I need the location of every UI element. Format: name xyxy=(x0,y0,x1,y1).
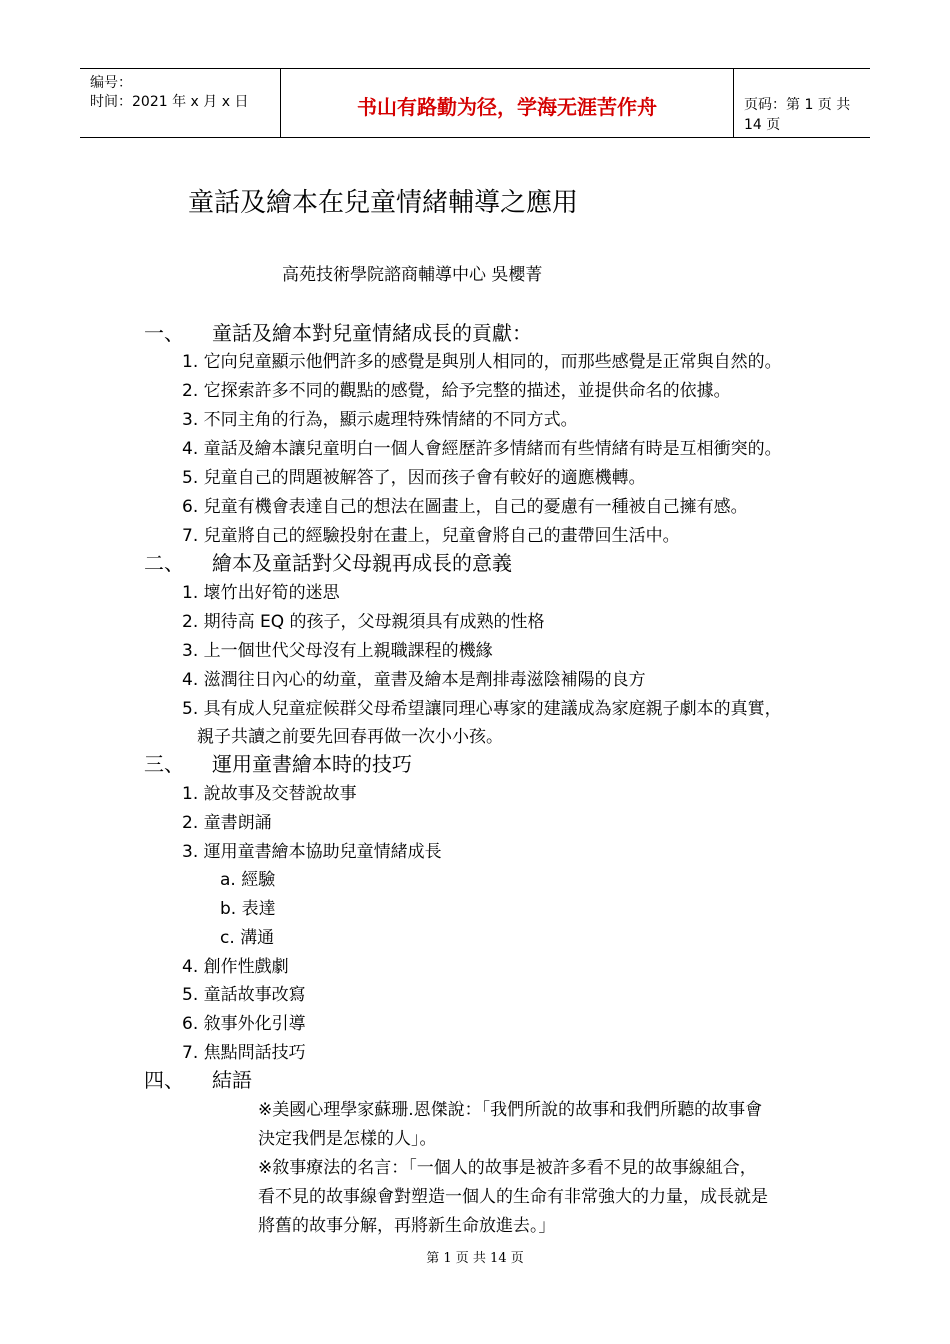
header-right-cell xyxy=(734,69,870,137)
list-item: 5. 具有成人兒童症候群父母希望讓同理心專家的建議成為家庭親子劇本的真實， xyxy=(182,699,782,719)
list-item: 3. 運用童書繪本協助兒童情緒成長 xyxy=(182,842,442,862)
header-motto: 书山有路勤为径，学海无涯苦作舟 xyxy=(357,95,657,119)
page-footer: 第 1 页 共 14 页 xyxy=(426,1251,524,1266)
list-item: 4. 創作性戲劇 xyxy=(182,957,289,977)
page-info: 页码：第 1 页 共 14 页 xyxy=(744,97,851,133)
section-heading xyxy=(144,547,512,576)
list-item: 2. 童書朗誦 xyxy=(182,813,272,833)
list-item: 3. 上一個世代父母沒有上親職課程的機緣 xyxy=(182,641,493,661)
section-heading xyxy=(144,317,532,346)
section-heading xyxy=(144,1064,252,1093)
sub-list-item: b. 表達 xyxy=(220,899,276,919)
list-item: 2. 它探索許多不同的觀點的感覺，給予完整的描述，並提供命名的依據。 xyxy=(182,381,731,401)
author-line: 高苑技術學院諮商輔導中心 吳櫻菁 xyxy=(282,265,543,285)
list-item: 7. 焦點問話技巧 xyxy=(182,1043,306,1063)
section-number: 二、 xyxy=(144,551,184,575)
section-title: 童話及繪本對兒童情緒成長的貢獻： xyxy=(212,321,532,345)
quote-line: 看不見的故事線會對塑造一個人的生命有非常強大的力量，成長就是 xyxy=(258,1187,768,1207)
list-item: 2. 期待高 EQ 的孩子，父母親須具有成熟的性格 xyxy=(182,612,545,632)
document-title: 童話及繪本在兒童情緒輔導之應用 xyxy=(188,188,579,218)
section-title: 結語 xyxy=(212,1068,252,1092)
section-number: 一、 xyxy=(144,321,184,345)
quote-line: ※美國心理學家蘇珊.恩傑說：「我們所說的故事和我們所聽的故事會 xyxy=(258,1100,763,1120)
list-item: 1. 壞竹出好筍的迷思 xyxy=(182,583,340,603)
list-item: 5. 兒童自己的問題被解答了，因而孩子會有較好的適應機轉。 xyxy=(182,468,646,488)
list-item: 6. 兒童有機會表達自己的想法在圖畫上，自己的憂慮有一種被自己擁有感。 xyxy=(182,497,748,517)
section-heading xyxy=(144,748,412,777)
section-title: 運用童書繪本時的技巧 xyxy=(212,752,412,776)
list-item: 4. 童話及繪本讓兒童明白一個人會經歷許多情緒而有些情緒有時是互相衝突的。 xyxy=(182,439,782,459)
quote-line: 決定我們是怎樣的人」。 xyxy=(258,1129,437,1149)
list-item: 7. 兒童將自己的經驗投射在畫上，兒童會將自己的畫帶回生活中。 xyxy=(182,526,680,546)
list-item: 1. 說故事及交替說故事 xyxy=(182,784,357,804)
sub-list-item: a. 經驗 xyxy=(220,870,276,890)
section-number: 三、 xyxy=(144,752,184,776)
time-label: 时间：2021 年 x 月 x 日 xyxy=(90,94,249,110)
list-item: 5. 童話故事改寫 xyxy=(182,985,306,1005)
sub-list-item: c. 溝通 xyxy=(220,928,275,948)
header-middle-cell xyxy=(280,69,734,137)
quote-line: 將舊的故事分解，再將新生命放進去。」 xyxy=(258,1216,556,1236)
list-item-continuation: 親子共讀之前要先回春再做一次小小孩。 xyxy=(197,727,503,747)
section-title: 繪本及童話對父母親再成長的意義 xyxy=(212,551,512,575)
quote-line: ※敘事療法的名言：「一個人的故事是被許多看不見的故事線組合， xyxy=(258,1158,757,1178)
page-header xyxy=(80,68,870,138)
number-label: 编号： xyxy=(90,75,132,91)
header-left-cell xyxy=(80,69,280,137)
list-item: 4. 滋潤往日內心的幼童，童書及繪本是劑排毒滋陰補陽的良方 xyxy=(182,670,646,690)
list-item: 1. 它向兒童顯示他們許多的感覺是與別人相同的，而那些感覺是正常與自然的。 xyxy=(182,352,782,372)
list-item: 6. 敘事外化引導 xyxy=(182,1014,306,1034)
list-item: 3. 不同主角的行為，顯示處理特殊情緒的不同方式。 xyxy=(182,410,578,430)
section-number: 四、 xyxy=(144,1068,184,1092)
